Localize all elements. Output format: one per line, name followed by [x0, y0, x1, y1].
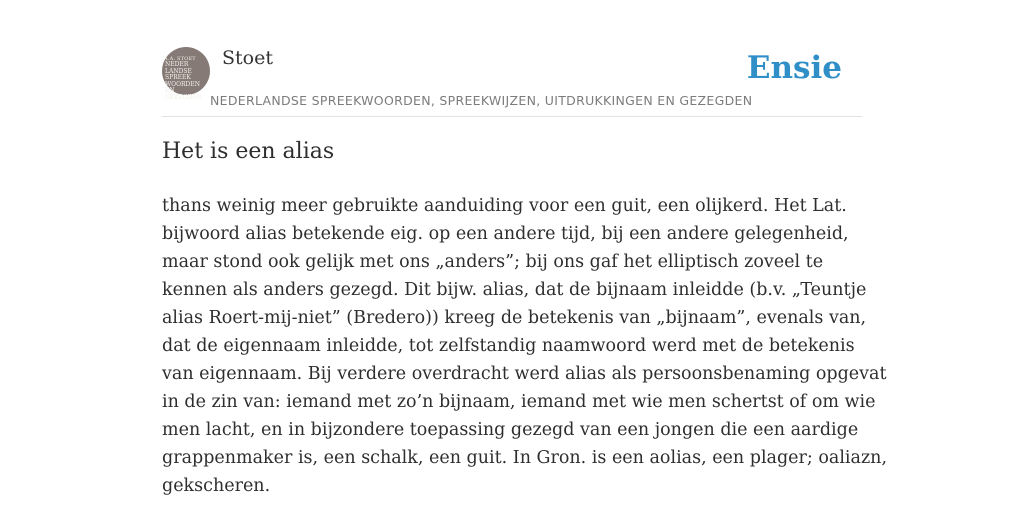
entry-body-line: grappenmaker is, een schalk, een guit. In Gron. is een aolias, een plager; oaliazn,	[162, 448, 888, 468]
source-title-link[interactable]: NEDERLANDSE SPREEKWOORDEN, SPREEKWIJZEN, UITDRUKKINGEN EN GEZEGDEN	[210, 93, 753, 108]
entry-body-line: alias Roert-mij-niet” (Bredero)) kreeg de betekenis van „bijnaam”, evenals van,	[162, 308, 867, 328]
entry-body-line: van eigennaam. Bij verdere overdracht werd alias als persoonsbenaming opgevat	[162, 364, 887, 384]
entry-body	[162, 192, 888, 500]
entry-body-line: kennen als anders gezegd. Dit bijw. alias, dat de bijnaam inleidde (b.v. „Teuntje	[162, 280, 867, 300]
source-author-link[interactable]: Stoet	[222, 47, 273, 69]
entry-title: Het is een alias	[162, 139, 335, 164]
ensie-logo-link[interactable]: Ensie	[746, 50, 842, 86]
entry-body-line: maar stond ook gelijk met ons „anders”; bij ons gaf het elliptisch zoveel te	[162, 252, 824, 272]
book-cover-author-text: A.A. STOET	[164, 56, 196, 62]
entry-body-line: in de zin van: iemand met zo’n bijnaam, iemand met wie men schertst of om wie	[162, 392, 876, 412]
entry-body-line: dat de eigennaam inleidde, tot zelfstandig naamwoord werd met de betekenis	[162, 336, 855, 356]
book-cover-thumbnail[interactable]	[162, 47, 210, 101]
entry-body-line: bijwoord alias betekende eig. op een andere tijd, bij een andere gelegenheid,	[162, 224, 849, 244]
entry-body-line: men lacht, en in bijzondere toepassing gezegd van een jongen die een aardige	[162, 420, 859, 440]
book-cover-title-text: NEDER LANDSE SPREEK WOORDEN EN GEZEGDEN	[165, 61, 202, 101]
entry-body-line: thans weinig meer gebruikte aanduiding voor een guit, een olijkerd. Het Lat.	[162, 196, 847, 216]
site-header	[162, 44, 862, 117]
entry-body-line: gekscheren.	[162, 476, 271, 496]
